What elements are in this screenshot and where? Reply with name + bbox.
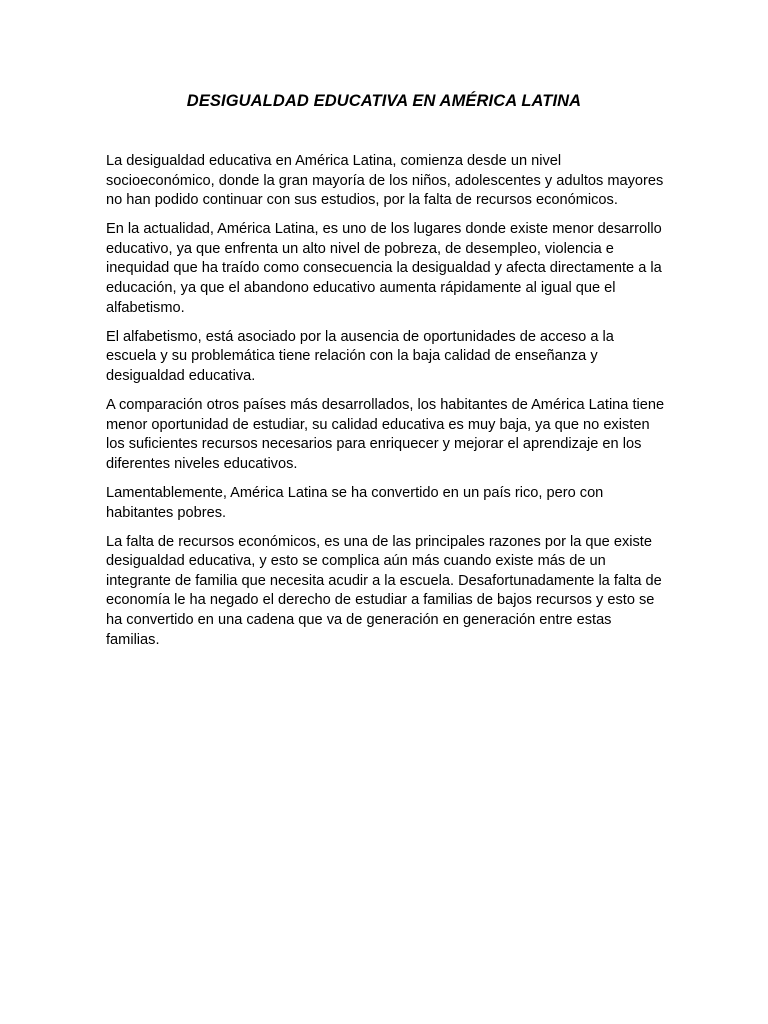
paragraph-2: En la actualidad, América Latina, es uno de los lugares donde existe menor desarrollo educativo, ya que enfrenta un alto nivel de pobreza, de desempleo, violencia e inequidad que ha traído como consecuencia la desigualdad y afecta directamente a la educación, ya que el abandono educativo aumenta rápidamente al igual que el alfabetismo. [106, 221, 662, 316]
paragraph-5: Lamentablemente, América Latina se ha convertido en un país rico, pero con habitantes pobres. [106, 484, 604, 521]
document-body [106, 152, 666, 660]
paragraph-6: La falta de recursos económicos, es una de las principales razones por la que existe desigualdad educativa, y esto se complica aún más cuando existe más de un integrante de familia que necesita acudir a la escuela. Desafortunadamente la falta de economía le ha negado el derecho de estudiar a familias de bajos recursos y esto se ha convertido en una cadena que va de generación en generación entre estas familias. [106, 533, 662, 648]
paragraph-3: El alfabetismo, está asociado por la ausencia de oportunidades de acceso a la escuela y su problemática tiene relación con la baja calidad de enseñanza y desigualdad educativa. [106, 328, 614, 384]
paragraph-4: A comparación otros países más desarrollados, los habitantes de América Latina tiene menor oportunidad de estudiar, su calidad educativa es muy baja, ya que no existen los suficientes recursos necesarios para enriquecer y mejorar el aprendizaje en los diferentes niveles educativos. [106, 397, 665, 472]
paragraph-1: La desigualdad educativa en América Latina, comienza desde un nivel socioeconómico, donde la gran mayoría de los niños, adolescentes y adultos mayores no han podido continuar con sus estudios, por la falta de recursos económicos. [106, 153, 664, 209]
document-title: DESIGUALDAD EDUCATIVA EN AMÉRICA LATINA [186, 92, 582, 110]
